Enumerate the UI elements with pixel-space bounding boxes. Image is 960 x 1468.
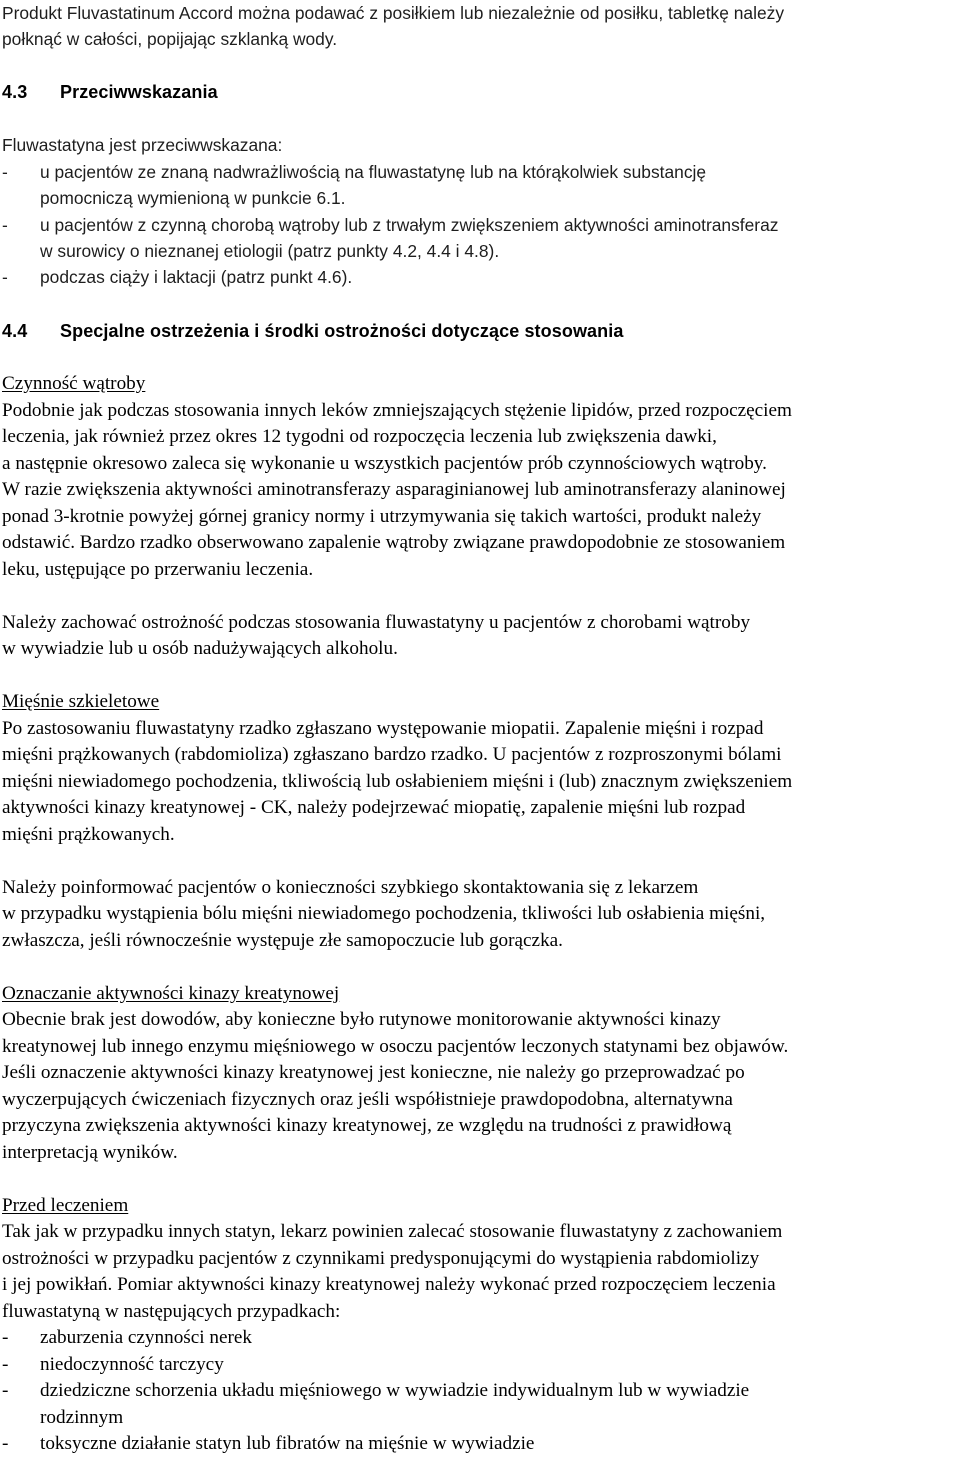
paragraph-line: i jej powikłań. Pomiar aktywności kinazy kreatynowej należy wykonać przed rozpoczęciem leczenia [2,1274,776,1295]
list-item [2,212,778,238]
paragraph-line: kreatynowej lub innego enzymu mięśniowego w osoczu pacjentów leczonych statynami bez objawów. [2,1036,789,1057]
subheading-liver: Czynność wątroby [2,373,146,394]
subheading-muscles: Mięśnie szkieletowe [2,691,160,712]
list-dash: - [2,1433,9,1454]
paragraph-line: W razie zwiększenia aktywności aminotransferazy asparaginianowej lub aminotransferazy alaninowej [2,479,786,500]
paragraph-line: Jeśli oznaczenie aktywności kinazy kreatynowej jest konieczne, nie należy go przeprowadzać po [2,1062,745,1083]
list-item-text: toksyczne działanie statyn lub fibratów na mięśnie w wywiadzie [40,1433,535,1454]
paragraph-line: Należy zachować ostrożność podczas stosowania fluwastatyny u pacjentów z chorobami wątroby [2,612,751,633]
paragraph-line: Podobnie jak podczas stosowania innych leków zmniejszających stężenie lipidów, przed rozpoczęciem [2,400,792,421]
list-item [2,1431,534,1457]
list-item [2,1378,749,1404]
intro-line: połknąć w całości, popijając szklanką wody. [2,29,338,49]
section-number: 4.4 [2,321,28,341]
list-item [2,1325,252,1351]
list-item-text: zaburzenia czynności nerek [40,1327,253,1348]
paragraph-line: leczenia, jak również przez okres 12 tygodni od rozpoczęcia leczenia lub zwiększenia dawki, [2,426,717,447]
paragraph-line: ostrożności w przypadku pacjentów z czynnikami predysponującymi do wystąpienia rabdomiolizy [2,1248,760,1269]
paragraph-line: fluwastatyną w następujących przypadkach: [2,1301,341,1322]
list-item [2,264,352,290]
subheading-ck: Oznaczanie aktywności kinazy kreatynowej [2,983,340,1004]
list-dash: - [2,1327,9,1348]
list-item-text: u pacjentów z czynną chorobą wątroby lub z trwałym zwiększeniem aktywności aminotransferaz [40,215,779,235]
list-dash: - [2,162,8,182]
list-item-text: u pacjentów ze znaną nadwrażliwością na fluwastatynę lub na którąkolwiek substancję [40,162,707,182]
paragraph-line: Tak jak w przypadku innych statyn, lekarz powinien zalecać stosowanie fluwastatyny z zachowaniem [2,1221,783,1242]
paragraph-line: wyczerpujących ćwiczeniach fizycznych oraz jeśli współistnieje prawdopodobna, alternatywna [2,1089,733,1110]
paragraph-line: w wywiadzie lub u osób nadużywających alkoholu. [2,638,398,659]
paragraph-line: Obecnie brak jest dowodów, aby konieczne było rutynowe monitorowanie aktywności kinazy [2,1009,721,1030]
paragraph-line: odstawić. Bardzo rzadko obserwowano zapalenie wątroby związane prawdopodobnie ze stosowaniem [2,532,786,553]
paragraph-line: a następnie okresowo zaleca się wykonanie u wszystkich pacjentów prób czynnościowych wątroby. [2,453,767,474]
paragraph-line: ponad 3-krotnie powyżej górnej granicy normy i utrzymywania się takich wartości, produkt należy [2,506,762,527]
list-dash: - [2,267,8,287]
paragraph-line: mięśni niewiadomego pochodzenia, tkliwością lub osłabieniem mięśni i (lub) znacznym zwiększeniem [2,771,793,792]
paragraph-line: mięśni prążkowanych (rabdomioliza) zgłaszano bardzo rzadko. U pacjentów z rozproszonymi bólami [2,744,782,765]
section-heading-4-4 [2,318,623,344]
list-item-text: niedoczynność tarczycy [40,1354,224,1375]
paragraph-line: interpretacją wyników. [2,1142,178,1163]
subheading-before-treatment: Przed leczeniem [2,1195,129,1216]
list-item-continuation: w surowicy o nieznanej etiologii (patrz punkty 4.2, 4.4 i 4.8). [40,241,500,261]
list-dash: - [2,215,8,235]
section-heading-4-3 [2,79,218,105]
intro-line: Produkt Fluvastatinum Accord można podawać z posiłkiem lub niezależnie od posiłku, tabletkę należy [2,3,785,23]
list-item-continuation: pomocniczą wymienioną w punkcie 6.1. [40,188,346,208]
list-dash: - [2,1380,9,1401]
paragraph-line: Po zastosowaniu fluwastatyny rzadko zgłaszano występowanie miopatii. Zapalenie mięśni i rozpad [2,718,764,739]
list-dash: - [2,1354,9,1375]
paragraph-line: przyczyna zwiększenia aktywności kinazy kreatynowej, ze względu na trudności z prawidłową [2,1115,732,1136]
list-item [2,159,706,185]
list-item-text: dziedziczne schorzenia układu mięśniowego w wywiadzie indywidualnym lub w wywiadzie [40,1380,750,1401]
paragraph-line: aktywności kinazy kreatynowej - CK, należy podejrzewać miopatię, zapalenie mięśni lub rozpad [2,797,746,818]
section-title: Przeciwwskazania [60,82,218,102]
list-item [2,1352,224,1378]
section-number: 4.3 [2,82,28,102]
list-item-continuation: rodzinnym [40,1407,124,1428]
contraindication-lead: Fluwastatyna jest przeciwwskazana: [2,135,283,155]
paragraph-line: mięśni prążkowanych. [2,824,175,845]
list-item-text: podczas ciąży i laktacji (patrz punkt 4.6). [40,267,353,287]
paragraph-line: w przypadku wystąpienia bólu mięśni niewiadomego pochodzenia, tkliwości lub osłabienia mięśni, [2,903,766,924]
paragraph-line: Należy poinformować pacjentów o konieczności szybkiego skontaktowania się z lekarzem [2,877,699,898]
section-title: Specjalne ostrzeżenia i środki ostrożności dotyczące stosowania [60,321,624,341]
paragraph-line: zwłaszcza, jeśli równocześnie występuje złe samopoczucie lub gorączka. [2,930,563,951]
paragraph-line: leku, ustępujące po przerwaniu leczenia. [2,559,314,580]
